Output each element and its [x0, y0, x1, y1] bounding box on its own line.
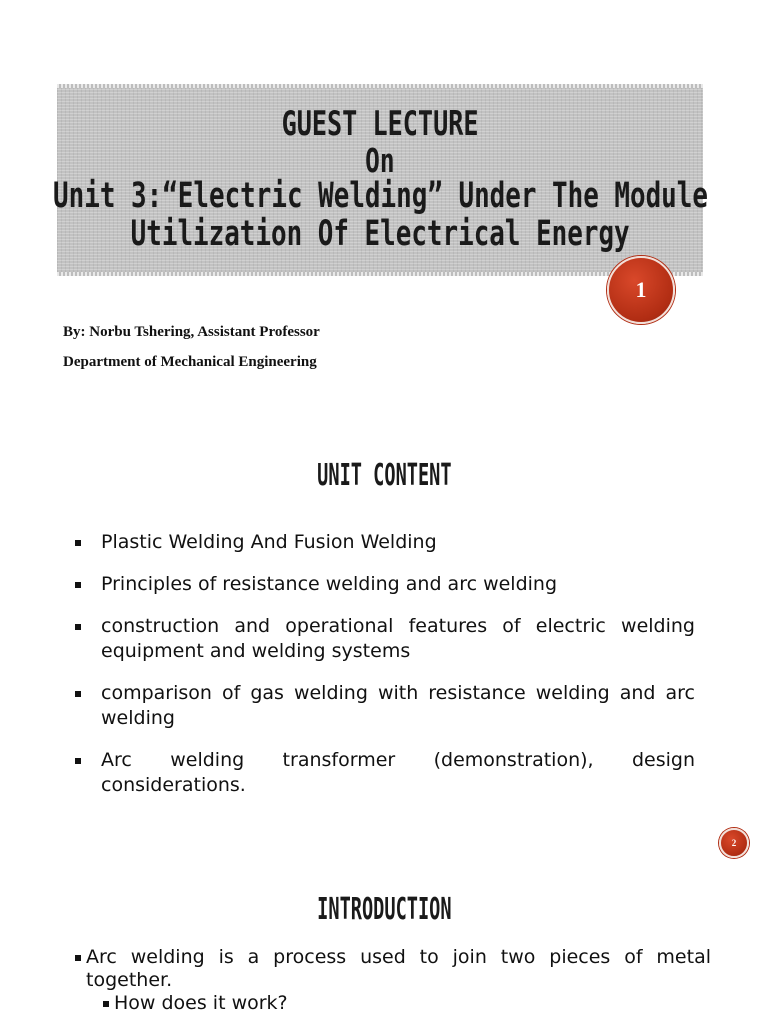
title-line-2: On	[365, 140, 395, 180]
section-title	[0, 892, 768, 927]
list-item: Principles of resistance welding and arc welding	[75, 572, 695, 597]
title-banner	[52, 84, 708, 276]
list-item: Arc welding is a process used to join two pieces of metal together.	[75, 946, 711, 992]
title-line-3: Unit 3:“Electric Welding” Under The Module	[52, 176, 708, 217]
slide-2	[0, 400, 768, 870]
list-item: Plastic Welding And Fusion Welding	[75, 530, 695, 555]
list-item: construction and operational features of electric welding equipment and welding systems	[75, 614, 695, 664]
slide-1	[0, 0, 768, 400]
department-line: Department of Mechanical Engineering	[63, 354, 317, 370]
list-item: How does it work?	[103, 992, 711, 1015]
title-line-4: Utilization Of Electrical Energy	[130, 214, 630, 255]
intro-text	[75, 946, 711, 1015]
page-number-badge: 1	[607, 256, 675, 324]
slide-3	[0, 870, 768, 1024]
list-item: comparison of gas welding with resistance welding and arc welding	[75, 681, 695, 731]
section-title-text: INTRODUCTION	[316, 892, 452, 927]
list-item: Arc welding transformer (demonstration), design considerations.	[75, 748, 695, 798]
title-line-1: GUEST LECTURE	[281, 104, 479, 145]
author-byline: By: Norbu Tshering, Assistant Professor	[63, 324, 320, 340]
page-number-badge: 2	[719, 828, 749, 858]
section-title-text: UNIT CONTENT	[316, 458, 452, 493]
bullet-list	[75, 530, 695, 815]
section-title	[0, 458, 768, 493]
